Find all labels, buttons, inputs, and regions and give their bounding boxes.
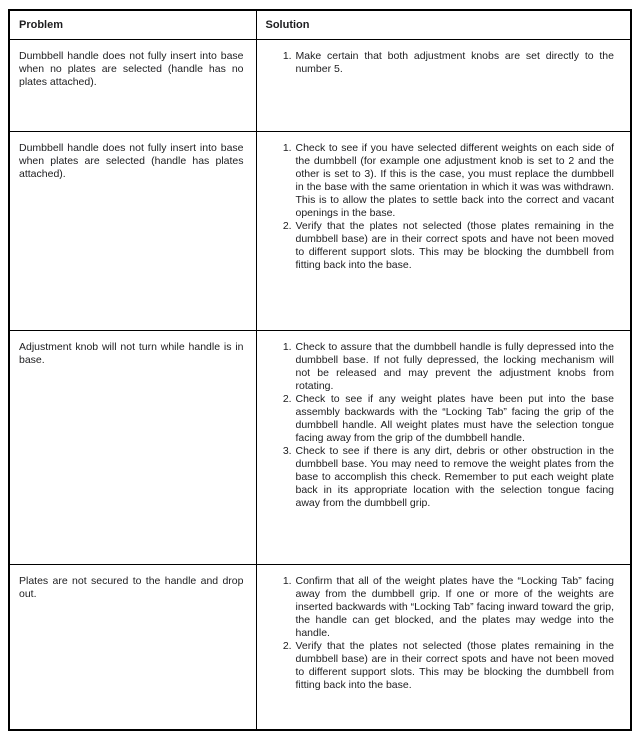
- table-row: [9, 330, 631, 564]
- problem-text: Dumbbell handle does not fully insert into base when no plates are selected (handle has no plates attached).: [19, 49, 244, 88]
- solution-list: [257, 50, 615, 76]
- problem-cell: [9, 131, 256, 330]
- table-row: [9, 564, 631, 730]
- solution-column-header: Solution: [256, 10, 631, 39]
- solution-cell: [256, 564, 631, 730]
- solution-list: [257, 341, 615, 510]
- table-row: [9, 39, 631, 131]
- problem-text: Adjustment knob will not turn while handle is in base.: [19, 340, 244, 366]
- table-row: [9, 131, 631, 330]
- solution-step: 3. Check to see if there is any dirt, debris or other obstruction in the dumbbell base. You may need to remove the weight plates from the base to accomplish this check. Remember to put each weight plate back in its appropriate location with the selection tongue facing away from the dumbbell grip.: [295, 445, 615, 510]
- troubleshooting-table: [8, 9, 632, 731]
- solution-step: 1. Confirm that all of the weight plates have the “Locking Tab” facing away from the dumbbell grip. If one or more of the weights are inserted backwards with “Locking Tab” facing inward toward the grip, the handle can get blocked, and the plates may wedge into the handle.: [295, 575, 615, 640]
- problem-cell: [9, 330, 256, 564]
- solution-step: 2. Verify that the plates not selected (those plates remaining in the dumbbell base) are in their correct spots and have not been moved to different support slots. This may be blocking the dumbbell from fitting back into the base.: [295, 220, 615, 272]
- solution-cell: [256, 131, 631, 330]
- solution-step: 2. Verify that the plates not selected (those plates remaining in the dumbbell base) are in their correct spots and have not been moved to different support slots. This may be blocking the dumbbell from fitting back into the base.: [295, 640, 615, 692]
- solution-list: [257, 575, 615, 692]
- problem-text: Dumbbell handle does not fully insert into base when plates are selected (handle has plates attached).: [19, 141, 244, 180]
- solution-step: 2. Check to see if any weight plates have been put into the base assembly backwards with the “Locking Tab” facing the grip of the dumbbell handle. All weight plates must have the selection tongue facing away from the grip of the dumbbell handle.: [295, 393, 615, 445]
- table-header-row: [9, 10, 631, 39]
- problem-text: Plates are not secured to the handle and drop out.: [19, 574, 244, 600]
- solution-list: [257, 142, 615, 272]
- problem-cell: [9, 564, 256, 730]
- solution-step: 1. Check to see if you have selected different weights on each side of the dumbbell (for example one adjustment knob is set to 2 and the other is set to 3). If this is the case, you must replace the dumbbell in the base with the same orientation in which it was was withdrawn. This is to allow the plates to settle back into the correct and vacant openings in the base.: [295, 142, 615, 220]
- solution-cell: [256, 39, 631, 131]
- solution-step: 1. Check to assure that the dumbbell handle is fully depressed into the dumbbell base. If not fully depressed, the locking mechanism will not be released and may prevent the adjustment knobs from rotating.: [295, 341, 615, 393]
- problem-column-header: Problem: [9, 10, 256, 39]
- table-body: [9, 39, 631, 730]
- problem-cell: [9, 39, 256, 131]
- solution-cell: [256, 330, 631, 564]
- solution-step: 1. Make certain that both adjustment knobs are set directly to the number 5.: [295, 50, 615, 76]
